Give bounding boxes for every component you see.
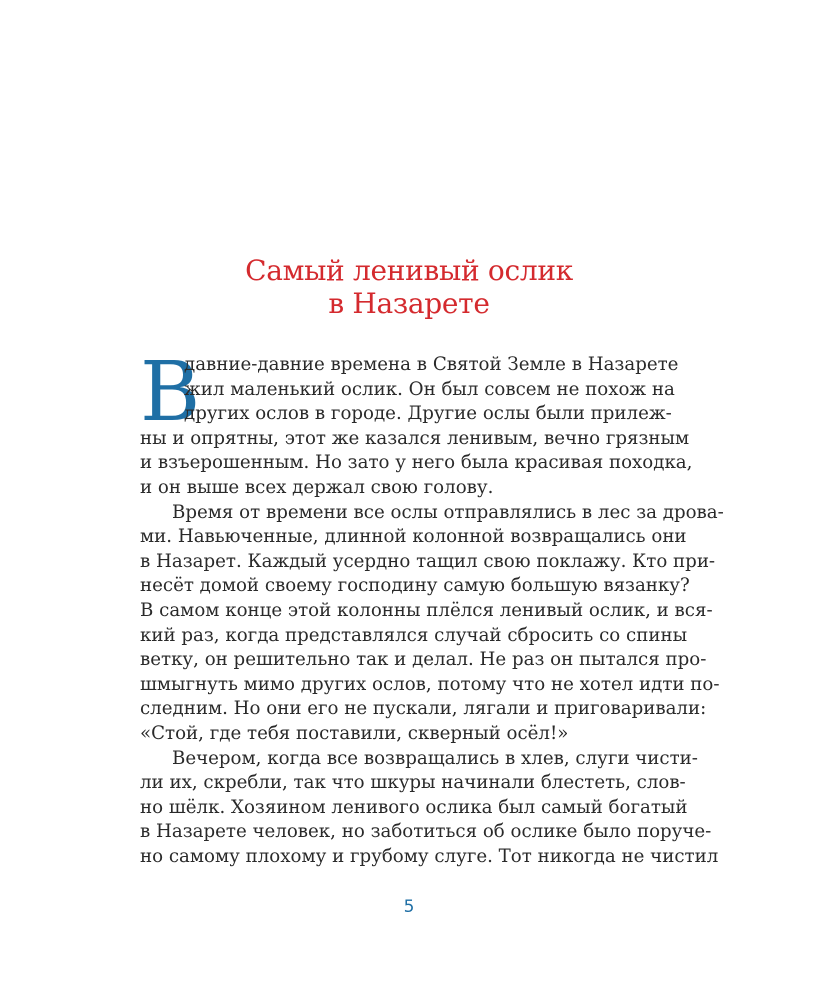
chapter-title-line-2: в Назарете	[328, 287, 490, 320]
text-line: «Стой, где тебя поставили, скверный осёл!»	[140, 722, 569, 744]
text-line: ветку, он решительно так и делал. Не раз он пытался про-	[140, 649, 707, 671]
body-text	[140, 345, 724, 869]
chapter-title-line-1: Самый ленивый ослик	[245, 254, 573, 287]
text-line: и он выше всех держал свою голову.	[140, 476, 494, 498]
text-line: в Назарете человек, но заботиться об ослике было поруче-	[140, 821, 712, 843]
text-line: Вечером, когда все возвращались в хлев, слуги чисти-	[172, 747, 698, 769]
text-line: ны и опрятны, этот же казался ленивым, вечно грязным	[140, 427, 690, 449]
text-line: давние-давние времена в Святой Земле в Назарете	[184, 354, 679, 375]
chapter-title	[0, 254, 818, 320]
text-line: шмыгнуть мимо других ослов, потому что не хотел идти по-	[140, 673, 720, 695]
text-line: следним. Но они его не пускали, лягали и приговаривали:	[140, 698, 707, 720]
text-line: кий раз, когда представлялся случай сбросить со спины	[140, 624, 688, 646]
text-line: жил маленький ослик. Он был совсем не похож на	[184, 378, 675, 400]
text-line: и взъерошенным. Но зато у него была красивая походка,	[140, 452, 693, 474]
text-line: ли их, скребли, так что шкуры начинали блестеть, слов-	[140, 772, 686, 794]
drop-cap: В	[140, 345, 201, 440]
text-line: ми. Навьюченные, длинной колонной возвращались они	[140, 526, 687, 548]
text-line: в Назарет. Каждый усердно тащил свою поклажу. Кто при-	[140, 550, 716, 572]
text-line: несёт домой своему господину самую большую вязанку?	[140, 575, 690, 597]
text-line: В самом конце этой колонны плёлся ленивый ослик, и вся-	[140, 599, 713, 621]
text-line: но самому плохому и грубому слуге. Тот никогда не чистил	[140, 845, 719, 867]
page-number: 5	[403, 897, 415, 917]
text-line: других ослов в городе. Другие ослы были прилеж-	[184, 403, 672, 425]
text-line: Время от времени все ослы отправлялись в лес за дрова-	[172, 501, 724, 523]
text-line: но шёлк. Хозяином ленивого ослика был самый богатый	[140, 796, 688, 818]
